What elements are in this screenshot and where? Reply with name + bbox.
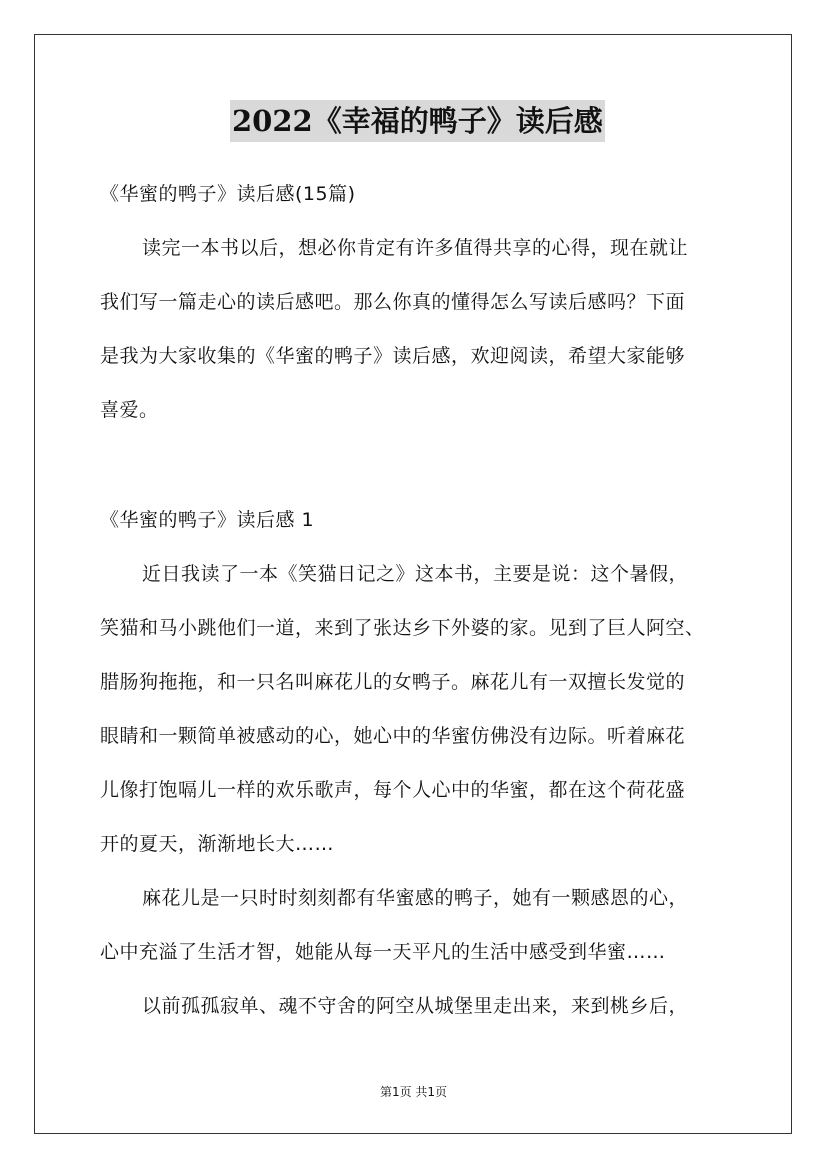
paragraph-line: 眼睛和一颗简单被感动的心，她心中的华蜜仿佛没有边际。听着麻花: [100, 725, 686, 747]
paragraph-line: 腊肠狗拖拖，和一只名叫麻花儿的女鸭子。麻花儿有一双擅长发觉的: [100, 671, 686, 693]
intro-line: 喜爱。: [100, 399, 159, 421]
document-subtitle: 《华蜜的鸭子》读后感(15篇): [100, 183, 356, 205]
paragraph-line: 麻花儿是一只时时刻刻都有华蜜感的鸭子，她有一颗感恩的心，: [142, 887, 689, 909]
paragraph-line: 近日我读了一本《笑猫日记之》这本书，主要是说：这个暑假，: [142, 563, 689, 585]
paragraph-line: 笑猫和马小跳他们一道，来到了张达乡下外婆的家。见到了巨人阿空、: [100, 617, 705, 639]
paragraph-line: 开的夏天，渐渐地长大……: [100, 833, 335, 855]
intro-line: 是我为大家收集的《华蜜的鸭子》读后感，欢迎阅读，希望大家能够: [100, 345, 686, 367]
paragraph-line: 以前孤孤寂单、魂不守舍的阿空从城堡里走出来，来到桃乡后，: [142, 995, 689, 1017]
page-footer: 第1页 共1页: [379, 1085, 448, 1099]
section-heading: 《华蜜的鸭子》读后感 1: [100, 509, 315, 531]
intro-line: 读完一本书以后，想必你肯定有许多值得共享的心得，现在就让: [142, 237, 689, 259]
intro-line: 我们写一篇走心的读后感吧。那么你真的懂得怎么写读后感吗？下面: [100, 291, 686, 313]
paragraph-line: 心中充溢了生活才智，她能从每一天平凡的生活中感受到华蜜……: [100, 941, 666, 963]
paragraph-line: 儿像打饱嗝儿一样的欢乐歌声，每个人心中的华蜜，都在这个荷花盛: [100, 779, 686, 801]
document-title: 2022《幸福的鸭子》读后感: [230, 100, 605, 142]
